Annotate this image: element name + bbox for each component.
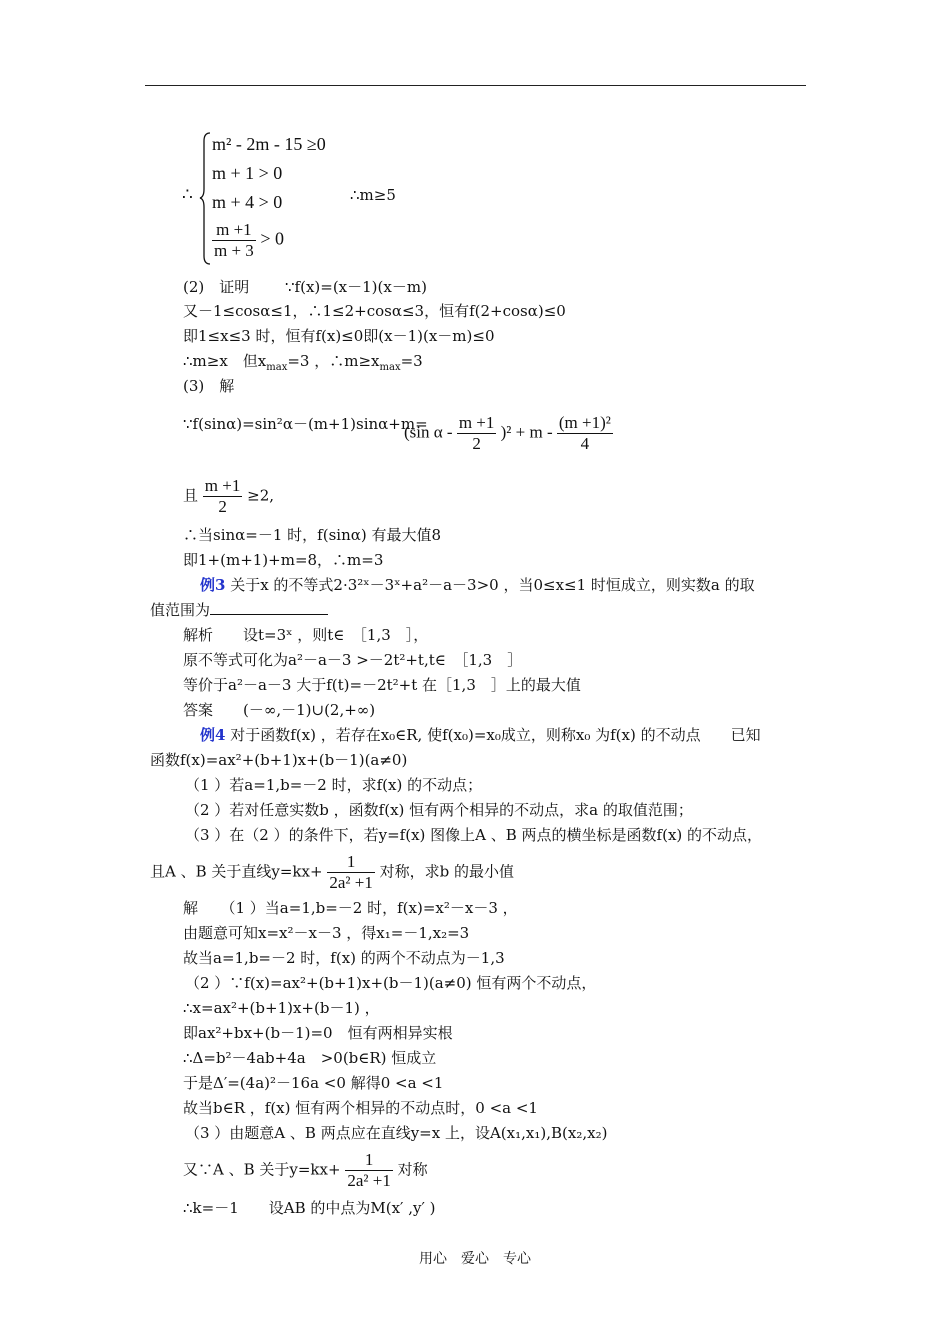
fraction-numerator: m +1 — [204, 476, 241, 495]
expr-fraction-1 — [457, 413, 497, 454]
example3-line-b — [150, 600, 328, 620]
fraction-denominator: 2a² +1 — [347, 1171, 391, 1190]
part2-line-c: 即1≤x≤3 时，恒有f(x)≤0即(x－1)(x－m)≤0 — [183, 327, 495, 345]
solution-line-b: 由题意可知x=x²－x－3 ，得x₁=－1,x₂=3 — [183, 924, 470, 942]
part3-line-d: 即1+(m+1)+m=8，∴m=3 — [183, 551, 384, 569]
system-row-3: m + 4 > 0 — [212, 192, 283, 212]
example3-line-e: 等价于a²－a－3 大于f(t)=－2t²+t 在［1,3 ］上的最大值 — [183, 676, 581, 694]
system-fraction — [212, 220, 256, 261]
fraction-numerator: m +1 — [458, 413, 495, 432]
solution-line-k — [183, 1150, 428, 1191]
solution-line-g: ∴Δ=b²－4ab+4a >0(b∈R) 恒成立 — [183, 1049, 437, 1067]
subscript: max — [379, 362, 401, 373]
example3-line-a — [200, 575, 755, 595]
solution-line-c: 故当a=1,b=－2 时，f(x) 的两个不动点为－1,3 — [183, 949, 505, 967]
example4-question-1: （1 ）若a=1,b=－2 时，求f(x) 的不动点； — [185, 776, 483, 794]
example4-label: 例4 — [200, 726, 226, 744]
text-run: 又∵A 、B 关于y=kx+ — [183, 1160, 341, 1179]
fraction-numerator: (m +1)² — [558, 413, 611, 432]
expr-mid: )² + m - — [500, 422, 553, 442]
text-run: 对于函数f(x) ，若存在x₀∈R, 使f(x₀)=x₀成立，则称x₀ 为f(x) 的不动点 已知 — [225, 726, 761, 744]
text-run: ≥2, — [247, 486, 275, 505]
solution-line-f: 即ax²+bx+(b－1)=0 恒有两相异实根 — [183, 1024, 453, 1042]
fraction-numerator: 1 — [345, 1150, 392, 1171]
solution-line-j: （3 ）由题意A 、B 两点应在直线y=x 上，设A(x₁,x₁),B(x₂,x₂) — [185, 1124, 608, 1142]
part2-heading: (2) 证明 — [183, 278, 250, 296]
fraction-denominator: 2 — [218, 497, 227, 516]
example4-line-f — [150, 852, 514, 893]
fraction-denominator: 2a² +1 — [329, 873, 373, 892]
example4-fraction — [327, 852, 374, 893]
page-footer: 用心 爱心 专心 — [419, 1251, 531, 1267]
header-rule — [145, 85, 806, 86]
fraction-numerator: 1 — [327, 852, 374, 873]
text-run: 关于x 的不等式2·3²ˣ－3ˣ+a²－a－3>0 ，当0≤x≤1 时恒成立，则实数a 的取 — [225, 576, 755, 594]
example3-line-d: 原不等式可化为a²－a－3 >－2t²+t,t∈ ［1,3 ］ — [183, 651, 523, 669]
text-run: ∴m≥x 但x — [183, 352, 267, 370]
solution-fraction — [345, 1150, 392, 1191]
solution-line-e: ∴x=ax²+(b+1)x+(b－1) ， — [183, 999, 380, 1017]
example3-label: 例3 — [200, 576, 226, 594]
system-conclusion: ∴m≥5 — [350, 186, 396, 204]
text-run: =3 — [400, 352, 423, 370]
fraction-denominator: 2 — [472, 434, 481, 453]
part3-line-a: ∵f(sinα)=sin²α－(m+1)sinα+m= — [183, 415, 428, 433]
text-run: 且 — [183, 486, 199, 505]
part3-heading: (3) 解 — [183, 377, 235, 395]
system-row-1: m² - 2m - 15 ≥0 — [212, 134, 326, 154]
subscript: max — [266, 362, 288, 373]
solution-line-l: ∴k=－1 设AB 的中点为M(x′ ,y′ ) — [183, 1199, 436, 1217]
part2-line-b: 又－1≤cosα≤1，∴1≤2+cosα≤3，恒有f(2+cosα)≤0 — [183, 302, 566, 320]
solution-line-i: 故当b∈R ，f(x) 恒有两个相异的不动点时，0 <a <1 — [183, 1099, 538, 1117]
brace-icon — [199, 131, 211, 266]
expr-fraction-2 — [557, 413, 613, 454]
example4-question-2: （2 ）若对任意实数b ，函数f(x) 恒有两个相异的不动点，求a 的取值范围； — [185, 801, 693, 819]
part3-fraction — [203, 476, 243, 517]
part3-line-b — [183, 476, 274, 517]
text-run: 值范围为 — [150, 601, 211, 619]
fraction-denominator: 4 — [580, 434, 590, 453]
system-row-2: m + 1 > 0 — [212, 163, 283, 183]
text-run: 且A 、B 关于直线y=kx+ — [150, 862, 323, 881]
solution-line-a: 解 （1 ）当a=1,b=－2 时，f(x)=x²－x－3 ， — [183, 899, 518, 917]
part2-line-d — [183, 351, 423, 378]
part2-line-a: ∵f(x)=(x－1)(x－m) — [285, 278, 427, 296]
example4-line-a — [200, 725, 761, 745]
text-run: =3 ，∴m≥x — [287, 352, 380, 370]
system-row-4 — [212, 220, 284, 261]
text-run: 对称，求b 的最小值 — [379, 862, 514, 881]
text-run: 对称 — [397, 1160, 428, 1179]
fraction-numerator: m +1 — [212, 220, 256, 241]
example3-answer: 答案 (－∞,－1)∪(2,+∞) — [183, 701, 376, 719]
fraction-denominator: m + 3 — [214, 241, 254, 260]
solution-line-h: 于是Δ′=(4a)²－16a <0 解得0 <a <1 — [183, 1074, 444, 1092]
solution-line-d: （2 ）∵f(x)=ax²+(b+1)x+(b－1)(a≠0) 恒有两个不动点， — [185, 974, 597, 992]
expr-open: (sin α - — [404, 422, 453, 442]
answer-blank — [210, 600, 328, 615]
part3-line-c: ∴当sinα=－1 时，f(sinα) 有最大值8 — [183, 526, 442, 544]
part3-expression — [404, 413, 613, 454]
example4-line-b: 函数f(x)=ax²+(b+1)x+(b－1)(a≠0) — [150, 751, 408, 769]
example3-line-c: 解析 设t=3ˣ ，则t∈ ［1,3 ］， — [183, 626, 429, 644]
therefore-symbol: ∴ — [182, 185, 193, 204]
example4-question-3: （3 ）在（2 ）的条件下，若y=f(x) 图像上A 、B 两点的横坐标是函数f(x) 的不动点， — [185, 826, 763, 844]
fraction-relation: > 0 — [260, 228, 284, 249]
